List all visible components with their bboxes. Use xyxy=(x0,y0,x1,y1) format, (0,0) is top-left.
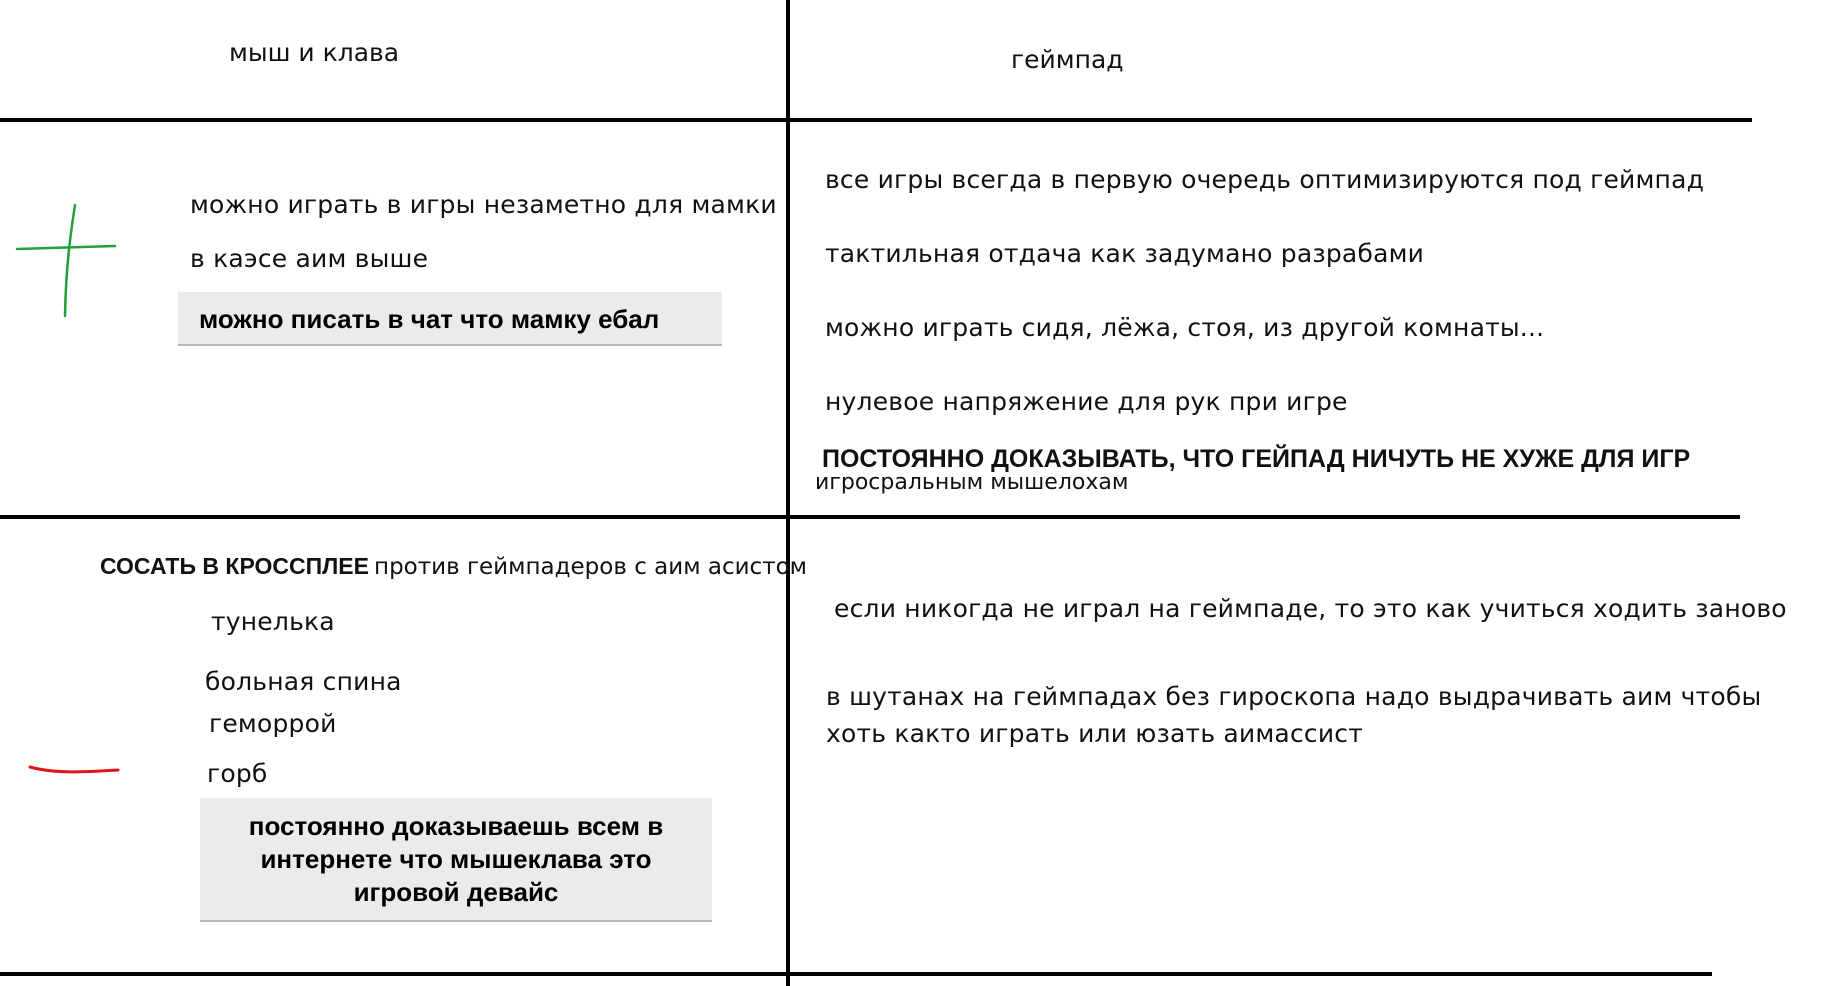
pros-mk-highlight-box xyxy=(178,292,722,346)
cons-mk-caps-line xyxy=(100,553,807,580)
right-column-header: геймпад xyxy=(1011,45,1124,74)
cons-mk-caps-lead: СОСАТЬ В КРОССПЛЕЕ xyxy=(100,553,369,579)
pros-gp-item: нулевое напряжение для рук при игре xyxy=(825,387,1348,416)
pros-gp-caps-subline: игросральным мышелохам xyxy=(815,470,1129,495)
pros-gp-item: можно играть сидя, лёжа, стоя, из другой комнаты... xyxy=(825,313,1545,342)
cons-mk-item: геморрой xyxy=(209,709,337,738)
cons-gp-paragraph-line: хоть както играть или юзать аимассист xyxy=(826,719,1363,748)
pros-gp-item: все игры всегда в первую очередь оптимизируются под геймпад xyxy=(825,165,1705,194)
pros-mk-item: можно играть в игры незаметно для мамки xyxy=(190,190,777,219)
cons-mk-caps-rest: против геймпадеров с аим асистом xyxy=(374,554,808,580)
cons-mk-item: горб xyxy=(207,759,268,788)
cons-gp-paragraph-line: в шутанах на геймпадах без гироскопа надо выдрачивать аим чтобы xyxy=(826,682,1762,711)
cons-gp-item: если никогда не играл на геймпаде, то это как учиться ходить заново xyxy=(834,594,1787,623)
cons-mk-highlight-line: постоянно доказываешь всем в xyxy=(248,811,664,841)
cons-mk-item: тунелька xyxy=(211,607,335,636)
left-column-header: мыш и клава xyxy=(229,38,400,67)
cons-mk-highlight-box xyxy=(200,798,712,922)
pros-mk-highlight-text: можно писать в чат что мамку ебал xyxy=(199,304,660,334)
minus-icon xyxy=(30,767,118,772)
cons-mk-item: больная спина xyxy=(205,667,402,696)
cons-mk-highlight-line: игровой девайс xyxy=(353,877,559,907)
pros-mk-item: в каэсе аим выше xyxy=(190,244,429,273)
cons-mk-highlight-line: интернете что мышеклава это xyxy=(260,844,652,874)
pros-gp-item: тактильная отдача как задумано разрабами xyxy=(825,239,1425,268)
pros-gp-caps-line: ПОСТОЯННО ДОКАЗЫВАТЬ, ЧТО ГЕЙПАД НИЧУТЬ НЕ ХУЖЕ ДЛЯ ИГР xyxy=(822,445,1691,473)
plus-icon xyxy=(17,205,115,316)
